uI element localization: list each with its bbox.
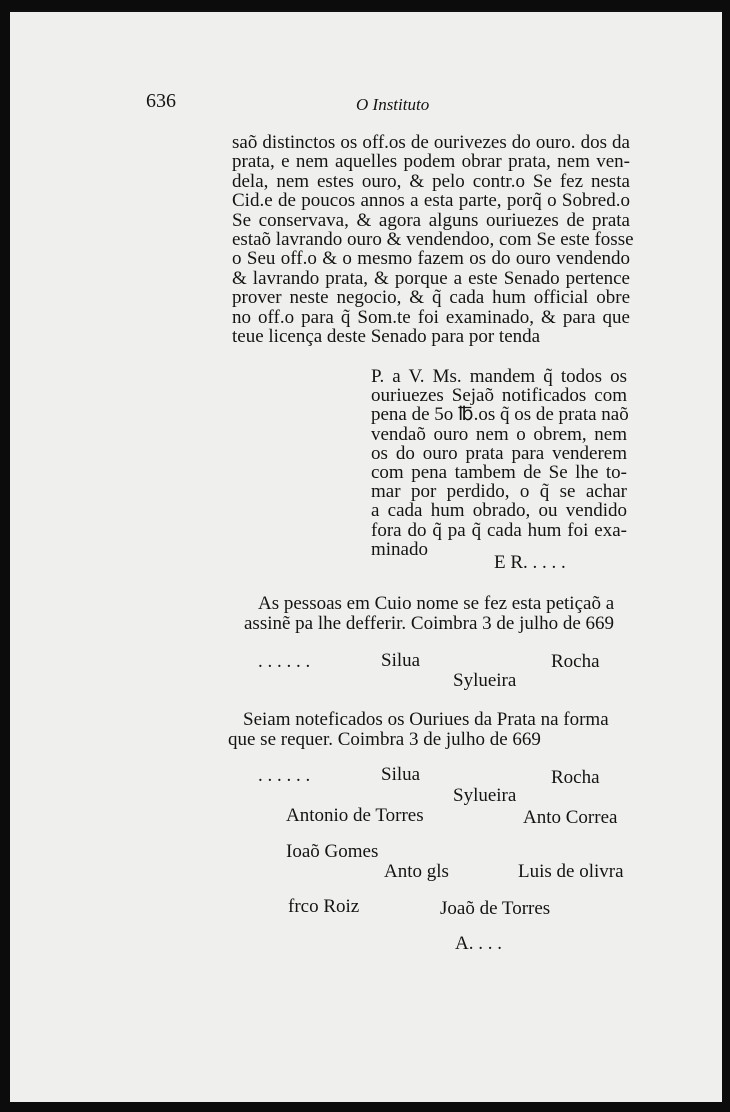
text-line: & lavrando prata, & porque a este Senado pertence — [232, 267, 630, 289]
signature-anto-correa: Anto Correa — [523, 807, 618, 828]
signature-sylueira: Sylueira — [453, 670, 517, 691]
petition-line: os do ouro prata para venderem — [371, 442, 627, 464]
er-mark: E R. . . . . — [494, 552, 566, 573]
petition-line: minado — [371, 538, 428, 560]
signature-antonio-de-torres: Antonio de Torres — [286, 805, 424, 826]
signature-luis-de-oliv: Luis de olivra — [518, 861, 624, 882]
notification-line: Seiam noteficados os Ouriues da Prata na forma — [243, 709, 609, 730]
text-line: no off.o para q̃ Som.te foi examinado, & para que — [232, 306, 630, 328]
text-line: teue licença deste Senado para por tenda — [232, 326, 541, 348]
petition-block — [371, 367, 627, 559]
petition-line: vendaõ ouro nem o obrem, nem — [371, 423, 627, 445]
ellipsis-mark: . . . . . . — [258, 765, 311, 786]
dispatch-paragraph — [244, 594, 644, 634]
signature-joao-de-torres: Joaõ de Torres — [440, 898, 551, 919]
notification-paragraph — [228, 710, 628, 750]
dispatch-line: assinẽ pa lhe defferir. Coimbra 3 de julho de 669 — [244, 613, 615, 634]
text-line: o Seu off.o & o mesmo fazem os do ouro vendendo — [232, 248, 630, 270]
text-line: Se conservava, & agora alguns ouriuezes de prata — [232, 209, 630, 231]
petition-line: ouriuezes Sejaõ notificados com — [371, 385, 627, 407]
signature-anto-gls: Anto gls — [384, 861, 449, 882]
petition-line: a cada hum obrado, ou vendido — [371, 500, 627, 522]
signature-ioao-gomes: Ioaõ Gomes — [286, 841, 379, 862]
text-line: prata, e nem aquelles podem obrar prata, nem ven- — [232, 151, 630, 173]
text-line: saõ distinctos os off.os de ourivezes do ouro. dos da — [232, 132, 630, 153]
text-line: prover neste negocio, & q̃ cada hum official obre — [232, 287, 630, 309]
petition-line: com pena tambem de Se lhe to- — [371, 462, 627, 484]
text-line: estaõ lavrando ouro & vendendoo, com Se este fosse — [232, 229, 634, 251]
final-initial-mark: A. . . . — [455, 933, 502, 954]
main-paragraph — [232, 132, 634, 348]
signature-silua: Silua — [381, 650, 421, 671]
text-line: dela, nem estes ouro, & pelo contr.o Se fez nesta — [232, 170, 630, 192]
dispatch-line: As pessoas em Cuio nome se fez esta petiçaõ a — [258, 593, 615, 614]
text-line: Cid.e de poucos annos a esta parte, porq̃ o Sobred.o — [232, 190, 630, 212]
ellipsis-mark: . . . . . . — [258, 651, 311, 672]
petition-line: fora do q̃ pa q̃ cada hum foi exa- — [371, 519, 627, 541]
petition-line: mar por perdido, o q̃ se achar — [371, 481, 627, 503]
signature-sylueira: Sylueira — [453, 785, 517, 806]
notification-line: que se requer. Coimbra 3 de julho de 669 — [228, 729, 541, 750]
petition-line: P. a V. Ms. mandem q̃ todos os — [371, 366, 627, 387]
signature-frco-roiz: frco Roiz — [288, 896, 360, 917]
signature-rocha: Rocha — [551, 767, 600, 788]
petition-line: pena de 5o ℔.os q̃ os de prata naõ — [371, 404, 629, 426]
page-number: 636 — [146, 90, 176, 112]
signature-silua: Silua — [381, 764, 421, 785]
signature-rocha: Rocha — [551, 651, 600, 672]
running-title: O Instituto — [356, 95, 430, 114]
